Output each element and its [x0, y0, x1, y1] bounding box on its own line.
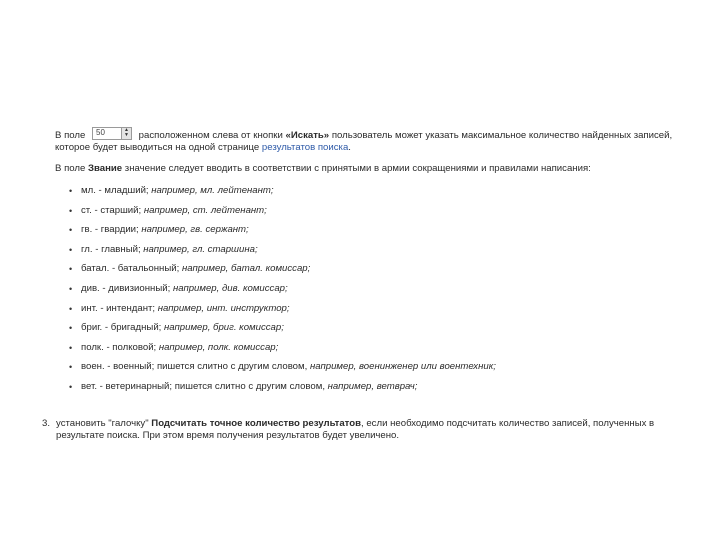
- rank-abbreviation: мл. - младший;: [81, 185, 152, 196]
- rank-example: например, мл. лейтенант;: [151, 185, 274, 196]
- item-3-text-line2: результате поиска. При этом время получения результатов будет увеличено.: [56, 430, 400, 441]
- rank-abbreviation: воен. - военный; пишется слитно с другим словом,: [81, 361, 310, 373]
- list-item: [69, 244, 677, 264]
- intro-text: пользователь может указать максимальное количество найденных записей,: [331, 130, 673, 141]
- search-button-name: «Искать»: [285, 130, 330, 141]
- list-item: [69, 342, 677, 362]
- rank-example: например, гв. сержант;: [141, 224, 249, 236]
- rank-example: например, гл. старшина;: [143, 243, 258, 255]
- rank-example: например, бриг. комиссар;: [164, 322, 284, 334]
- list-item: [69, 185, 677, 205]
- item-3-text-part: , если необходимо подсчитать количество записей, полученных в: [361, 418, 655, 429]
- rank-abbreviation: ст. - старший;: [81, 204, 144, 216]
- rank-example: например, военинженер или воентехник;: [309, 361, 496, 373]
- search-results-link[interactable]: результатов поиска: [261, 142, 349, 153]
- rank-abbreviations-list: [55, 185, 677, 401]
- rank-abbreviation: див. - дивизионный;: [81, 282, 173, 294]
- list-item: [69, 224, 677, 244]
- list-item: [69, 361, 677, 381]
- rank-abbreviation: бриг. - бригадный;: [81, 322, 165, 334]
- rank-abbreviation: полк. - полковой;: [81, 341, 159, 353]
- item-number: 3.: [42, 418, 51, 429]
- rank-example: например, ст. лейтенант;: [143, 204, 267, 216]
- intro-text: В поле: [55, 130, 86, 141]
- rank-example: например, полк. комиссар;: [158, 341, 279, 353]
- intro-paragraph: [55, 127, 677, 142]
- list-item: [69, 303, 677, 323]
- rank-example: например, батал. комиссар;: [181, 263, 311, 275]
- spinner-buttons[interactable]: [121, 128, 131, 139]
- rank-abbreviation: вет. - ветеринарный; пишется слитно с другим словом,: [81, 380, 328, 392]
- rank-field-name: Звание: [87, 163, 123, 174]
- intro-text: расположенном слева от кнопки: [138, 130, 283, 141]
- document-body: [55, 127, 677, 401]
- spinner-up-icon[interactable]: ▲: [124, 127, 129, 134]
- rank-paragraph: [55, 163, 677, 175]
- exact-count-option-name: Подсчитать точное количество результатов: [151, 418, 362, 429]
- list-item: [69, 283, 677, 303]
- list-item: [69, 381, 677, 401]
- list-item: [69, 263, 677, 283]
- rank-text: значение следует вводить в соответствии с принятыми в армии сокращениями и правилами написания:: [122, 163, 591, 174]
- rank-example: например, див. комиссар;: [172, 282, 288, 294]
- rank-abbreviation: инт. - интендант;: [81, 302, 158, 314]
- spinner-down-icon[interactable]: ▼: [124, 132, 129, 139]
- intro-paragraph-line2: [55, 142, 677, 154]
- rank-text: В поле: [55, 163, 88, 174]
- rank-abbreviation: гв. - гвардии;: [81, 224, 142, 236]
- list-item: [69, 322, 677, 342]
- rank-example: например, ветврач;: [327, 380, 418, 392]
- rank-abbreviation: гл. - главный;: [81, 243, 144, 255]
- intro-text: которое будет выводиться на одной странице: [55, 142, 262, 153]
- rank-abbreviation: батал. - батальонный;: [81, 263, 182, 275]
- spinner-value: 50: [96, 128, 105, 138]
- item-3-text: [56, 418, 654, 442]
- list-item: [69, 205, 677, 225]
- intro-text: .: [348, 142, 351, 153]
- item-3-text-part: установить "галочку": [56, 418, 152, 429]
- rank-example: например, инт. инструктор;: [157, 302, 290, 314]
- results-per-page-spinner[interactable]: [92, 127, 132, 140]
